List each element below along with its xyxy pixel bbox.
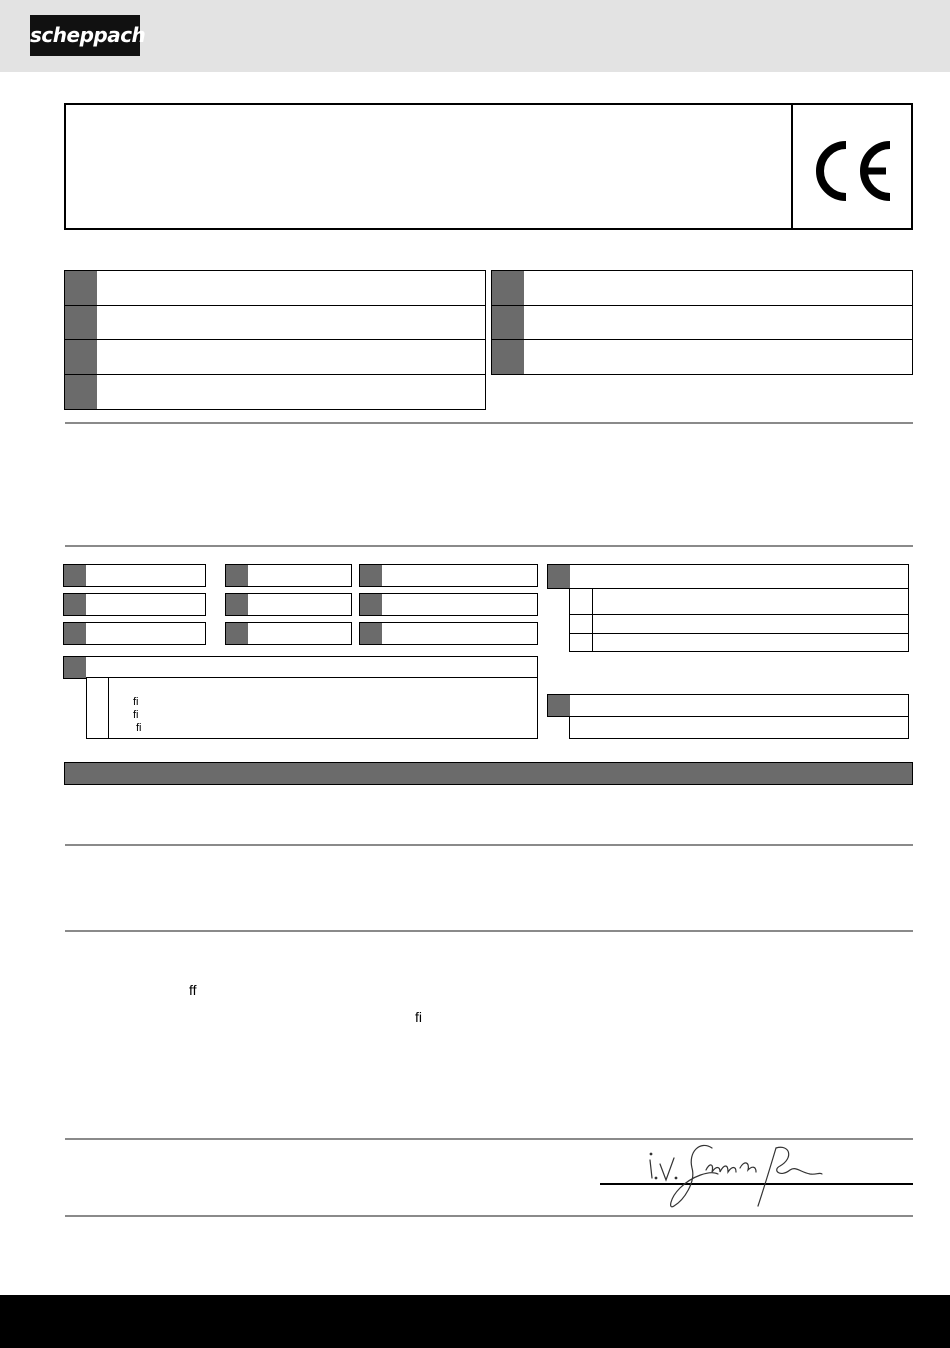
title-divider (791, 105, 793, 228)
cell-marker (360, 623, 382, 644)
directive-cell (359, 593, 538, 616)
directive-sub-row (569, 588, 909, 615)
directive-cell (225, 564, 352, 587)
directive-cell (63, 622, 206, 645)
directive-cell (225, 593, 352, 616)
cell-marker (548, 565, 570, 588)
cell-marker (226, 623, 248, 644)
section-divider (65, 930, 913, 932)
language-cell-4 (64, 374, 486, 410)
directive-sub-box (86, 677, 538, 739)
section-divider (65, 1215, 913, 1217)
cell-marker (492, 306, 524, 339)
scheppach-logo (30, 15, 146, 56)
cell-marker (64, 594, 86, 615)
ligature-fi-1: fi (133, 696, 139, 708)
cell-marker (64, 565, 86, 586)
directive-sub-index (569, 633, 593, 652)
declaration-title-box (64, 103, 913, 230)
directive-cell (63, 564, 206, 587)
directive-sub-row (569, 614, 909, 634)
directive-cell (225, 622, 352, 645)
language-cell-7 (491, 339, 913, 375)
ligature-fi: fi (415, 1009, 422, 1025)
directive-cell-right-lower (547, 694, 909, 717)
standards-header-bar (64, 762, 913, 785)
language-cell-5 (491, 270, 913, 306)
logo-wordmark: scheppach (30, 23, 146, 47)
cell-marker (492, 340, 524, 374)
ligature-ff: ff (189, 982, 197, 998)
section-divider (65, 422, 913, 424)
cell-marker (65, 340, 97, 374)
cell-marker (226, 565, 248, 586)
cell-marker (360, 565, 382, 586)
directive-cell-right (547, 564, 909, 589)
directive-sub-row (569, 716, 909, 739)
cell-marker (64, 623, 86, 644)
cell-marker (226, 594, 248, 615)
language-cell-2 (64, 305, 486, 340)
ligature-fi-2: fi (133, 709, 139, 721)
directive-sub-index (569, 614, 593, 634)
directive-sub-row (569, 633, 909, 652)
language-cell-6 (491, 305, 913, 340)
cell-marker (65, 375, 97, 409)
directive-cell (359, 622, 538, 645)
directive-cell (63, 593, 206, 616)
handwritten-signature (640, 1138, 830, 1213)
cell-marker (65, 306, 97, 339)
ce-mark-icon (812, 141, 896, 201)
directive-cell (359, 564, 538, 587)
directive-sub-index (86, 677, 109, 739)
cell-marker (65, 271, 97, 305)
cell-marker (64, 657, 86, 678)
section-divider (65, 545, 913, 547)
footer-band (0, 1295, 950, 1348)
directive-cell-wide (63, 656, 538, 679)
ligature-fi-3: fi (136, 722, 142, 734)
cell-marker (548, 695, 570, 716)
directive-sub-index (569, 588, 593, 615)
language-cell-3 (64, 339, 486, 375)
cell-marker (360, 594, 382, 615)
section-divider (65, 844, 913, 846)
cell-marker (492, 271, 524, 305)
language-cell-1 (64, 270, 486, 306)
